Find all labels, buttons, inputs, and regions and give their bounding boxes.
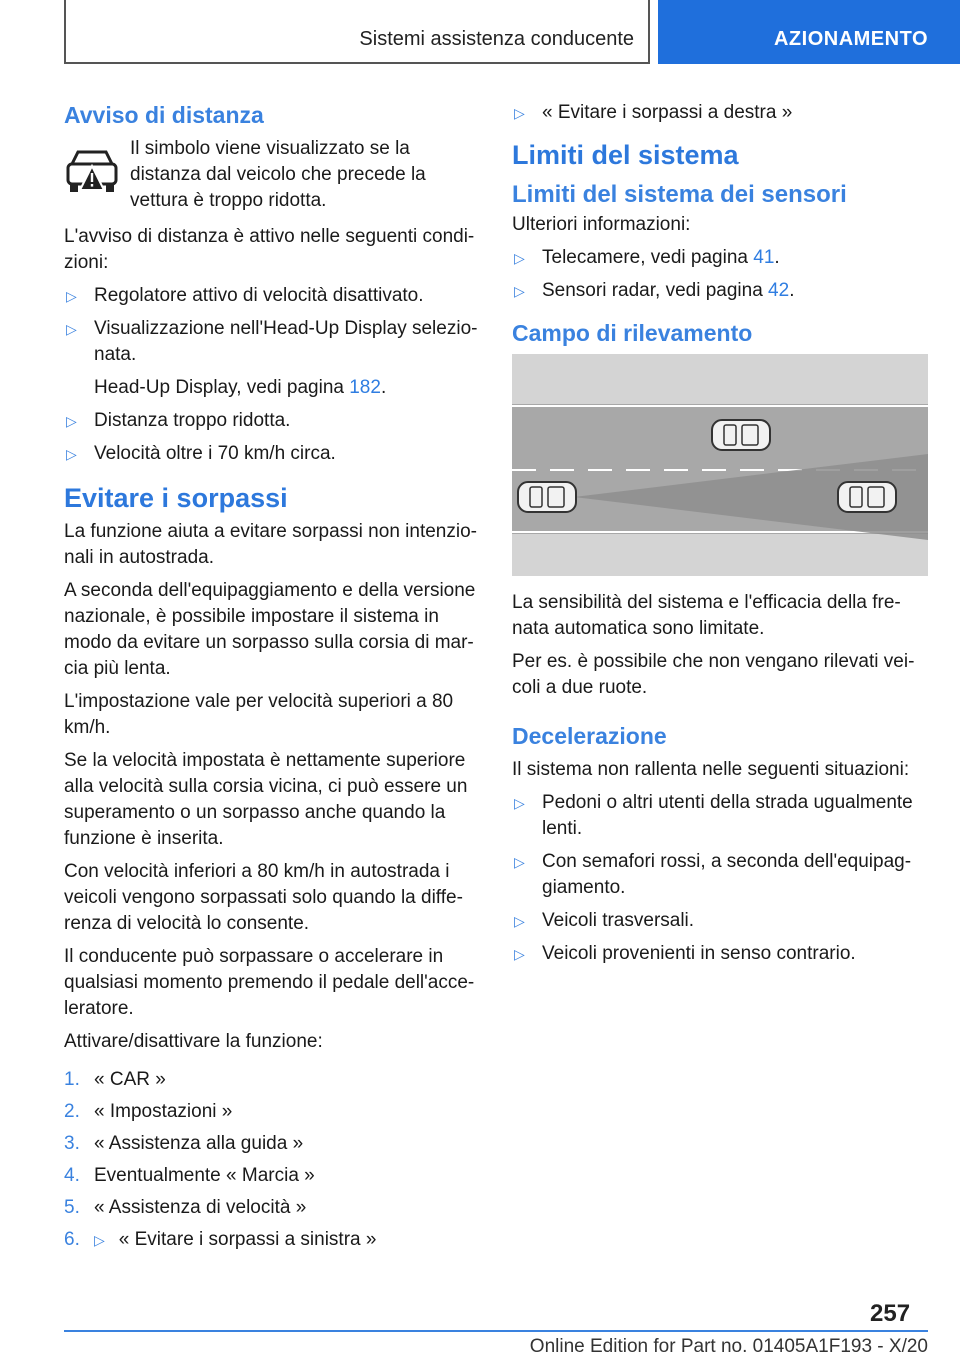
list-item: ▷ Visualizzazione nell'Head-Up Display selezio‐nata. xyxy=(66,318,478,365)
triangle-bullet-icon: ▷ xyxy=(66,446,77,462)
triangle-bullet-icon: ▷ xyxy=(514,283,525,299)
list-item: ▷ Velocità oltre i 70 km/h circa. xyxy=(64,441,480,467)
campo-rilevamento-heading: Campo di rilevamento xyxy=(512,320,753,346)
footer-divider xyxy=(64,1330,928,1332)
triangle-bullet-icon: ▷ xyxy=(514,854,525,870)
list-item: ▷ Sensori radar, vedi pagina 42. xyxy=(512,278,928,304)
triangle-bullet-icon: ▷ xyxy=(66,288,77,304)
triangle-bullet-icon: ▷ xyxy=(514,105,525,121)
footer-edition: Online Edition for Part no. 01405A1F193 - X/20 xyxy=(529,1336,928,1357)
avviso-icon-row xyxy=(64,136,480,214)
paragraph: La funzione aiuta a evitare sorpassi non intenzio‐nali in autostrada. xyxy=(64,521,477,568)
head-up-display-ref: Head-Up Display, vedi pagina 182. xyxy=(94,377,387,398)
paragraph: Per es. è possibile che non vengano rilevati vei‐coli a due ruote. xyxy=(512,651,915,698)
paragraph: Se la velocità impostata è nettamente superiore alla velocità sulla corsia vicina, ci può essere un superamento o un sorpasso anche quando la funzione è inserita. xyxy=(64,750,468,849)
paragraph: L'impostazione vale per velocità superiori a 80 km/h. xyxy=(64,691,454,738)
avviso-conditions-cont xyxy=(64,408,480,467)
header-chapter-tab[interactable] xyxy=(658,0,960,64)
step6-continued xyxy=(512,100,928,126)
detection-range-illustration xyxy=(512,354,928,576)
step-item: 6. ▷ « Evitare i sorpassi a sinistra » xyxy=(64,1229,377,1250)
list-item: ▷ « Evitare i sorpassi a destra » xyxy=(512,100,928,126)
list-item: ▷ Distanza troppo ridotta. xyxy=(64,408,480,434)
triangle-bullet-icon: ▷ xyxy=(94,1232,105,1248)
step-item: 3. « Assistenza alla guida » xyxy=(64,1133,304,1154)
sensor-refs xyxy=(512,245,928,304)
list-item: ▷ Veicoli provenienti in senso contrario. xyxy=(512,941,928,967)
distance-warning-car-icon xyxy=(64,144,120,200)
triangle-bullet-icon: ▷ xyxy=(514,946,525,962)
list-item: ▷ Regolatore attivo di velocità disattivato. xyxy=(64,283,480,309)
triangle-bullet-icon: ▷ xyxy=(514,250,525,266)
avviso-intro: L'avviso di distanza è attivo nelle seguenti condi‐zioni: xyxy=(64,226,475,273)
ulteriori-informazioni: Ulteriori informazioni: xyxy=(512,214,691,235)
paragraph: Con velocità inferiori a 80 km/h in autostrada i veicoli vengono sorpassati solo quando la diffe‐renza di velocità lo consente. xyxy=(64,861,463,934)
page-link-182[interactable]: 182 xyxy=(349,377,381,398)
paragraph: La sensibilità del sistema e l'efficacia della fre‐nata automatica sono limitate. xyxy=(512,592,901,639)
header-section-title: Sistemi assistenza conducente xyxy=(359,28,634,50)
step-item: 1. « CAR » xyxy=(64,1069,166,1090)
list-item: ▷ Pedoni o altri utenti della strada ugualmente lenti. xyxy=(514,792,913,839)
limiti-sensori-heading: Limiti del sistema dei sensori xyxy=(512,181,847,208)
step-item: 2. « Impostazioni » xyxy=(64,1101,233,1122)
step-item: 5. « Assistenza di velocità » xyxy=(64,1197,307,1218)
decelerazione-heading: Decelerazione xyxy=(512,723,667,749)
page-number: 257 xyxy=(870,1300,911,1327)
evitare-sorpassi-heading: Evitare i sorpassi xyxy=(64,483,288,513)
road-diagram xyxy=(512,354,928,576)
triangle-bullet-icon: ▷ xyxy=(514,913,525,929)
front-car-icon xyxy=(838,482,896,512)
header-chapter-title: AZIONAMENTO xyxy=(773,28,928,50)
page-link-42[interactable]: 42 xyxy=(768,280,790,301)
deceleration-list xyxy=(512,790,928,967)
avviso-distanza-heading: Avviso di distanza xyxy=(64,102,264,128)
step-item: 4. Eventualmente « Marcia » xyxy=(64,1165,315,1186)
list-item: ▷ Con semafori rossi, a seconda dell'equipag‐giamento. xyxy=(514,851,912,898)
paragraph: Attivare/disattivare la funzione: xyxy=(64,1031,323,1052)
right-column xyxy=(512,100,928,974)
left-lane-car-icon xyxy=(712,420,770,450)
list-item: ▷ Veicoli trasversali. xyxy=(512,908,928,934)
left-column xyxy=(64,100,480,1259)
header-section-box xyxy=(64,0,650,64)
list-item: ▷ Telecamere, vedi pagina 41. xyxy=(512,245,928,271)
triangle-bullet-icon: ▷ xyxy=(66,321,77,337)
avviso-conditions xyxy=(64,283,480,368)
avviso-icon-text: Il simbolo viene visualizzato se la distanza dal veicolo che precede la vettura è troppo ridotta. xyxy=(130,138,426,211)
paragraph: Il conducente può sorpassare o accelerare in qualsiasi momento premendo il pedale dell'acce‐leratore. xyxy=(64,946,475,1019)
limiti-sistema-heading: Limiti del sistema xyxy=(512,140,739,170)
triangle-bullet-icon: ▷ xyxy=(514,795,525,811)
steps-list xyxy=(64,1067,480,1253)
paragraph: Il sistema non rallenta nelle seguenti situazioni: xyxy=(512,759,910,780)
triangle-bullet-icon: ▷ xyxy=(66,413,77,429)
ego-car-icon xyxy=(518,482,576,512)
page-link-41[interactable]: 41 xyxy=(753,247,775,268)
paragraph: A seconda dell'equipaggiamento e della versione nazionale, è possibile impostare il sistema in modo da evitare un sorpasso sulla corsia di mar‐cia più lenta. xyxy=(64,580,476,679)
